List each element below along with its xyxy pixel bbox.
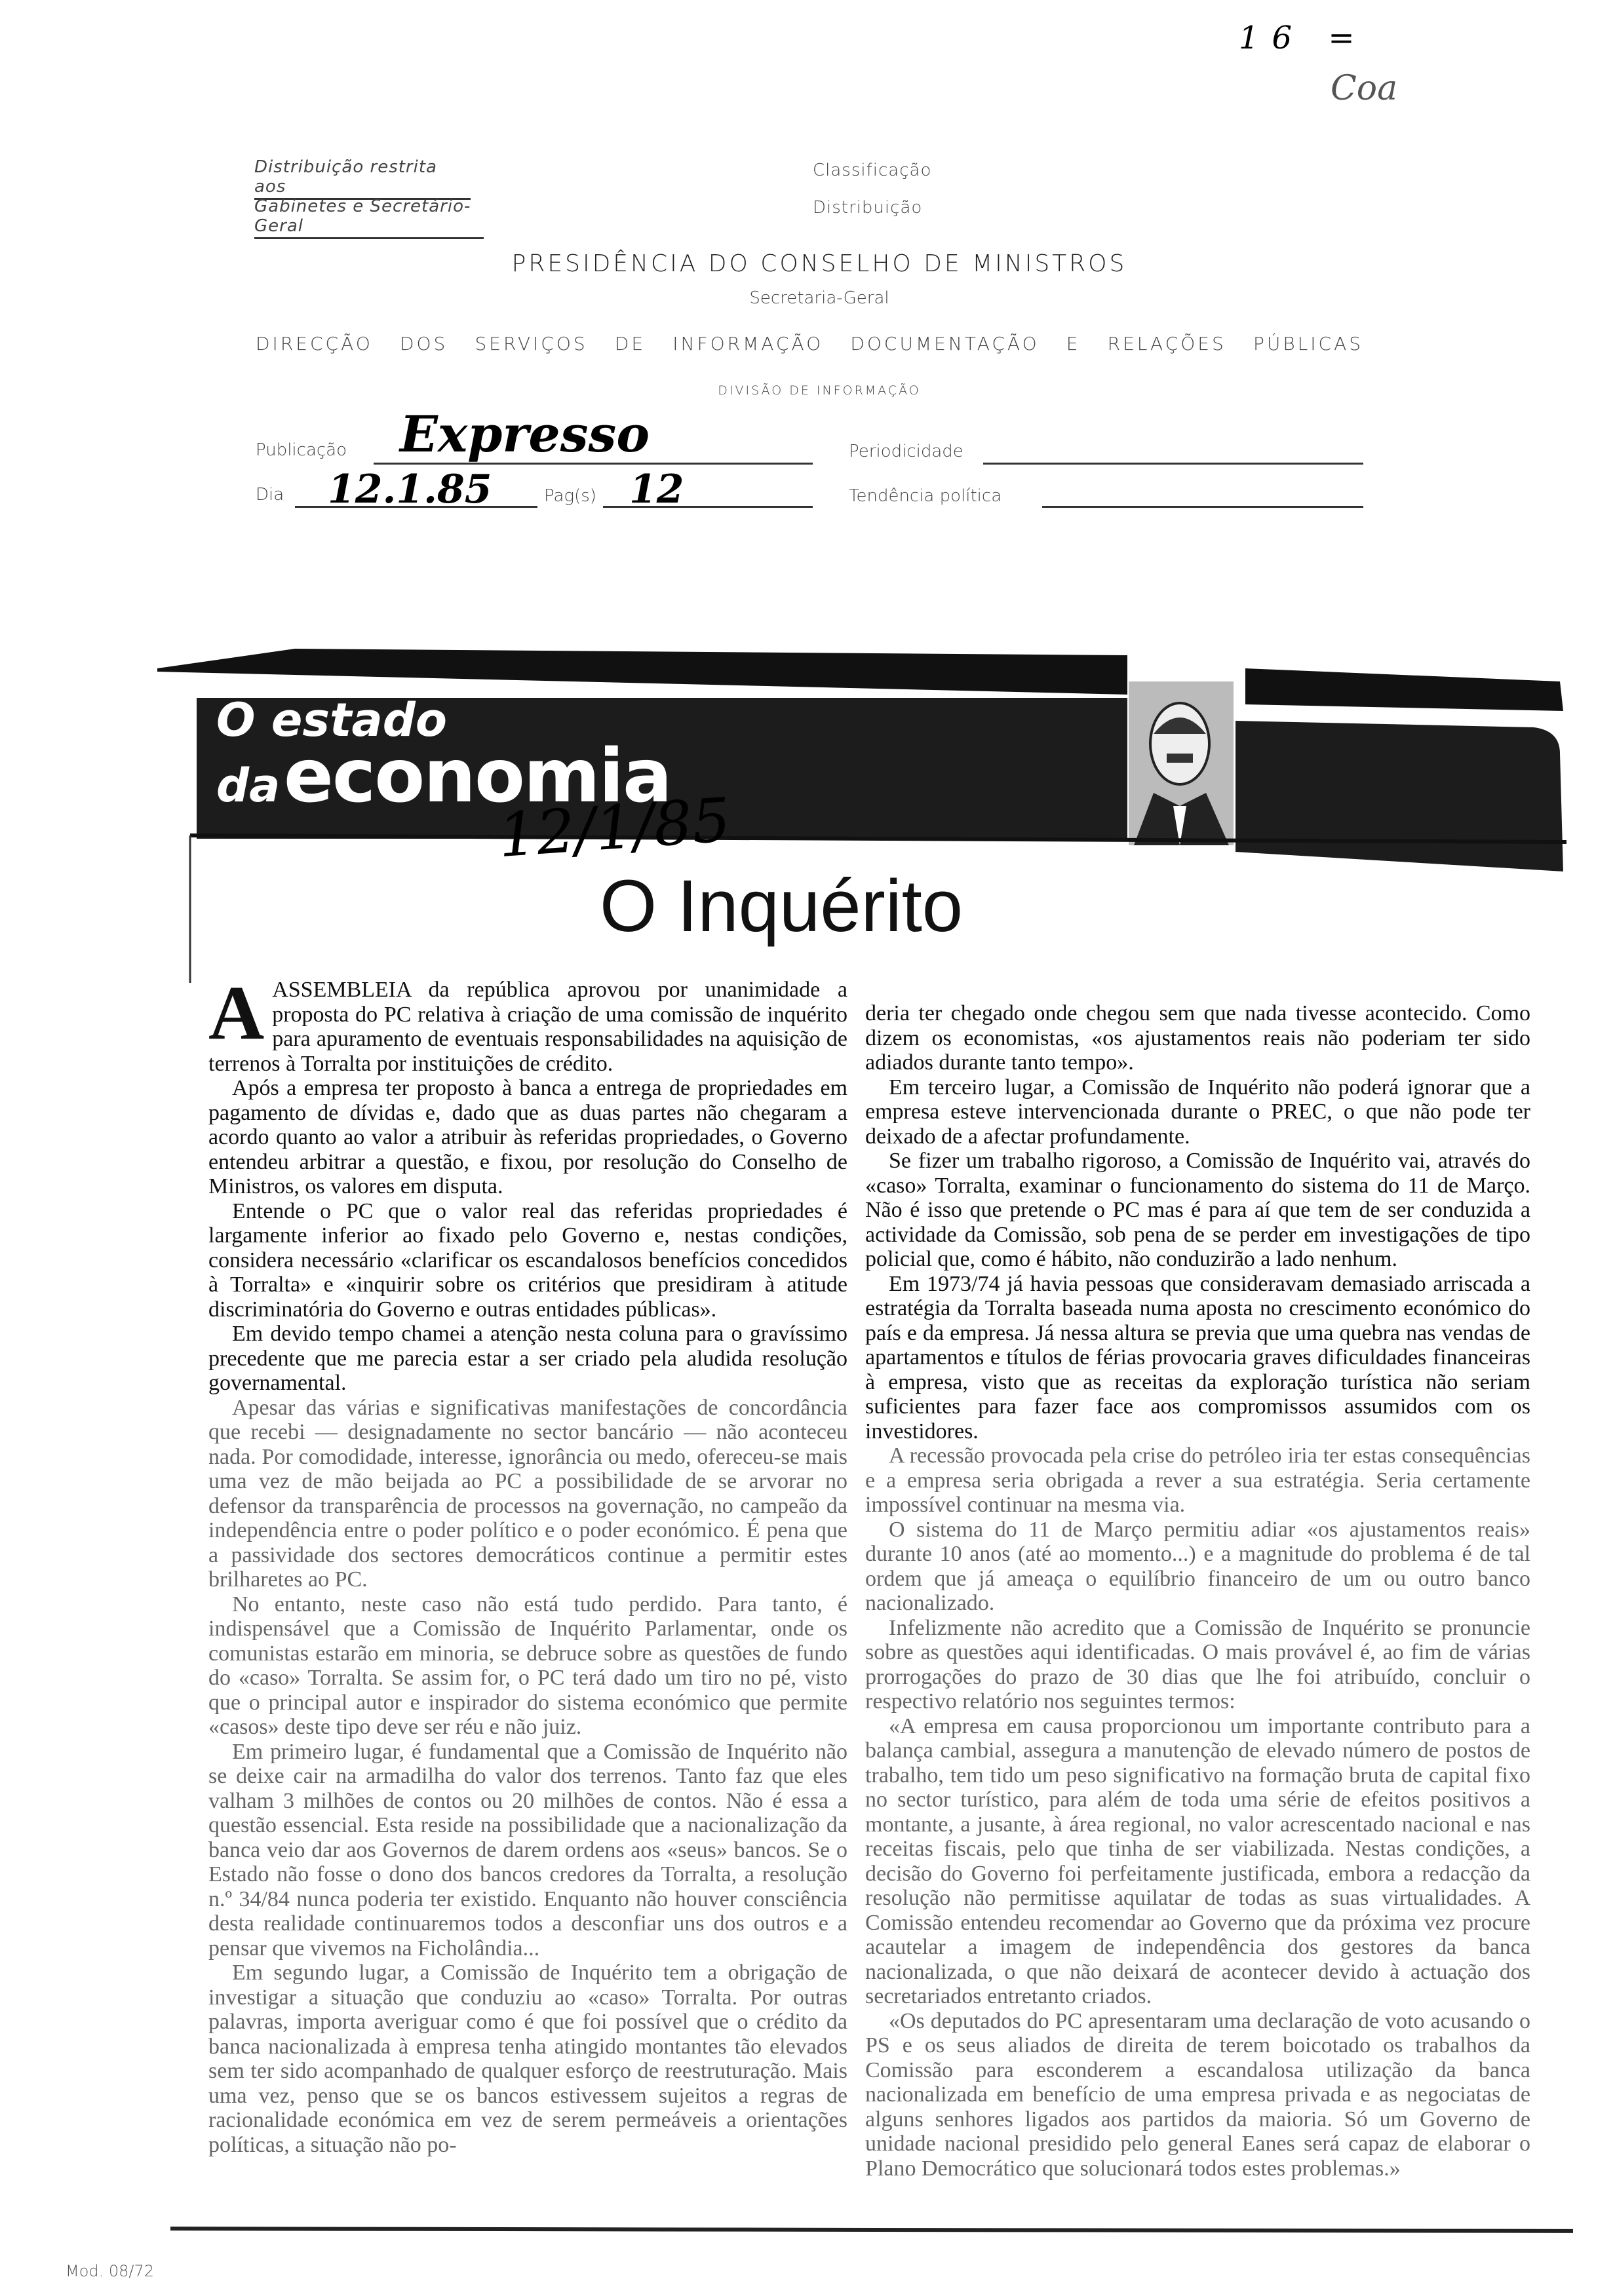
paragraph-text: No entanto, neste caso não está tudo perdido. Para tanto, é indispensável que a Comissão de Inquérito Parlamentar, onde os comunistas estarão em minoria, se debruce sobre as questões de fundo do «caso» Torralta. Se assim for, o PC terá dado um tiro no pé, visto que o principal autor e inspirador do sistema económico que permite «casos» deste tipo deve ser réu e não juiz. — [208, 1592, 847, 1739]
paragraph-text: Em primeiro lugar, é fundamental que a Comissão de Inquérito não se deixe cair na armadilha do valor dos terrenos. Tanto faz que eles valham 3 milhões de contos ou 20 milhões de contos. Não é essa a questão essencial. Esta reside na possibilidade que a nacionalização da banca veio dar aos Governos de darem ordens aos «seus» bancos. Se o Estado não fosse o dono dos bancos credores da Torralta, a resolução n.º 34/84 nunca poderia ter existido. Enquanto não houver consciência desta realidade continuaremos todos a desconfiar uns dos outros e a pensar que vivemos na Ficholândia... — [208, 1739, 847, 1961]
paragraph-text: O sistema do 11 de Março permitiu adiar «os ajustamentos reais» durante 10 anos (até ao momento...) e a magnitude do problema é de tal ordem que já ameaça o equilíbrio financeiro de um ou outro banco nacionalizado. — [865, 1517, 1530, 1615]
paragraph-text: Entende o PC que o valor real das referidas propriedades é largamente inferior ao fixado pelo Governo e, nestas condições, considera necessário «clarificar os escandalosos benefícios concedidos à Torralta» e «inquirir sobre os critérios que presidiram à atitude discriminatória do Governo e outras entidades públicas». — [208, 1198, 847, 1322]
article-paragraph — [865, 1714, 1530, 2009]
article-paragraph — [865, 1001, 1530, 1075]
paragraph-text: deria ter chegado onde chegou sem que nada tivesse acontecido. Como dizem os economistas, «os ajustamentos reais não poderiam ter sido adiados durante tanto tempo». — [865, 1001, 1530, 1075]
paragraph-text: Se fizer um trabalho rigoroso, a Comissão de Inquérito vai, através do «caso» Torralta, examinar o funcionamento do sistema do 11 de Março. Não é isso que pretende o PC mas é para aí que tem de ser conduzida a actividade da Comissão, sob pena de se perder em investigações de tipo policial que, como é hábito, não conduzirão a lado nenhum. — [865, 1149, 1530, 1271]
paragraph-text: Em 1973/74 já havia pessoas que consideravam demasiado arriscada a estratégia da Torralta baseada numa aposta no crescimento económico do país e da empresa. Já nessa altura se previa que uma quebra nas vendas de apartamentos e títulos de férias provocaria graves dificuldades financeiras à empresa, visto que as receitas da exploração turística não seriam suficientes para fazer face aos compromissos assumidos com os investidores. — [865, 1271, 1530, 1444]
article-paragraph — [208, 1199, 847, 1322]
org-subtitle: Secretaria-Geral — [749, 288, 889, 308]
banner-top-bar-left — [157, 649, 1127, 695]
publication-value: Expresso — [400, 405, 650, 463]
article-paragraph — [865, 1616, 1530, 1714]
paragraph-text: «A empresa em causa proporcionou um importante contributo para a balança cambial, assegura a manutenção de elevado número de postos de trabalho, tem tido um peso significativo na formação bruta de capital fixo no sector turístico, para além de toda uma série de efeitos positivos a montante, a jusante, à área regional, no valor acrescentado nacional e nas receitas fiscais, pelo que tinha de ser viabilizada. Nestas condições, a decisão do Governo foi perfeitamente justificada, embora a redacção da resolução não permitisse aquilatar de todas as suas virtualidades. A Comissão entendeu recomendar ao Governo que da próxima vez procure acautelar a imagem de independência dos gestores da banca nacionalizada, o que não deixará de acontecer devido à actuação dos secretariados entretanto criados. — [865, 1713, 1530, 2008]
article-frame-bottom — [170, 2227, 1573, 2233]
drop-cap: A — [208, 970, 265, 1056]
political-tendency-label: Tendência política — [849, 486, 1002, 506]
division-title: DIVISÃO DE INFORMAÇÃO — [718, 383, 921, 398]
pages-label: Pag(s) — [544, 486, 596, 506]
handwritten-mark-bottom: Coa — [1331, 69, 1398, 108]
banner-background-right — [1236, 721, 1563, 871]
article-paragraph — [865, 1272, 1530, 1444]
article-left-column — [208, 970, 847, 2157]
publication-label: Publicação — [256, 440, 347, 460]
org-title: PRESIDÊNCIA DO CONSELHO DE MINISTROS — [511, 250, 1127, 277]
article-paragraph — [865, 1149, 1530, 1272]
paragraph-text: Em segundo lugar, a Comissão de Inquérito tem a obrigação de investigar a situação que conduziu ao «caso» Torralta. Por outras palavras, importa averiguar como é que foi possível que o crédito da banca nacionalizada à empresa tenha atingido montantes tão elevados sem ter sido acompanhado de qualquer esforço de reestruturação. Mais uma vez, penso que se os bancos estivessem sujeitos a regras de racionalidade económica em vez de serem permeáveis a orientações políticas, a situação não po- — [208, 1961, 847, 2157]
article-paragraph — [865, 2009, 1530, 2181]
paragraph-text: Em terceiro lugar, a Comissão de Inquérito não poderá ignorar que a empresa esteve intervencionada durante o PREC, o que não pode ter deixado de a afectar profundamente. — [865, 1075, 1530, 1149]
article-paragraph — [208, 1961, 847, 2157]
paragraph-text: Após a empresa ter proposto à banca a entrega de propriedades em pagamento de dívidas e, dado que as duas partes não chegaram a acordo quanto ao valor a atribuir às referidas propriedades, o Governo entendeu arbitrar a questão, e fixou, por resolução do Conselho de Ministros, os valores em disputa. — [208, 1076, 847, 1198]
article-paragraph — [865, 1444, 1530, 1518]
handwritten-article-date: 12/1/85 — [496, 784, 733, 871]
banner-title-line1: O estado — [216, 693, 447, 747]
classification-label: Classificação — [813, 161, 932, 180]
directorate-title: DIRECÇÃO DOS SERVIÇOS DE INFORMAÇÃO DOCUMENTAÇÃO E RELAÇÕES PÚBLICAS — [256, 333, 1363, 354]
author-portrait — [1129, 681, 1234, 845]
banner-top-bar-right — [1245, 668, 1563, 711]
paragraph-text: «Os deputados do PC apresentaram uma declaração de voto acusando o PS e os seus aliados de direita de terem boicotado os trabalhos da Comissão para esconderem a escandalosa utilização da banca nacionalizada em benefício de uma empresa privada e as negociatas de alguns senhores ligados aos partidos da maioria. Só um Governo de unidade nacional presidido pelo general Eanes será capaz de elaborar o Plano Democrático que solucionará todos estes problemas.» — [865, 2008, 1530, 2181]
day-value: 12.1.85 — [328, 467, 492, 512]
article-paragraph — [208, 1592, 847, 1740]
article-paragraph — [208, 1076, 847, 1199]
article-paragraph — [208, 1322, 847, 1396]
handwritten-mark-top: 16 = — [1239, 20, 1368, 56]
article-paragraph — [865, 1075, 1530, 1149]
distribution-recipients-label: Gabinetes e Secretário-Geral — [254, 197, 484, 239]
paragraph-text: Em devido tempo chamei a atenção nesta coluna para o gravíssimo precedente que me parecia estar a ser criado pela aludida resolução governamental. — [208, 1322, 847, 1395]
article-paragraph — [208, 1396, 847, 1592]
column-banner — [0, 0, 1615, 983]
article-paragraph — [865, 1518, 1530, 1616]
article-paragraph — [208, 1740, 847, 1961]
paragraph-text: Apesar das várias e significativas manifestações de concordância que recebi — designadamente no sector bancário — não aconteceu nada. Por comodidade, interesse, ignorância ou medo, ofereceu-se mais uma vez de mão beijada ao PC a possibilidade de se arvorar no defensor da transparência de processos na governação, no campeão da independência entre o poder político e o poder económico. É pena que a passividade dos sectores democráticos continue a permitir estes brilharetes ao PC. — [208, 1395, 847, 1592]
paragraph-text: ASSEMBLEIA da república aprovou por unanimidade a proposta do PC relativa à criação de uma comissão de inquérito para apuramento de eventuais responsabilidades na aquisição de terrenos à Torralta por instituições de crédito. — [208, 978, 847, 1076]
article-paragraph — [208, 970, 847, 1076]
periodicity-label: Periodicidade — [849, 442, 963, 461]
paragraph-text: Infelizmente não acredito que a Comissão de Inquérito se pronuncie sobre as questões aqui identificadas. O mais provável é, ao fim de várias prorrogações do prazo de 30 dias que lhe foi atribuído, concluir o respectivo relatório nos seguintes termos: — [865, 1615, 1530, 1713]
banner-title-da: da — [216, 759, 281, 813]
day-label: Dia — [256, 485, 284, 505]
article-right-column — [865, 1001, 1530, 2181]
paragraph-text: A recessão provocada pela crise do petróleo iria ter estas consequências e a empresa seria obrigada a rever a sua estratégia. Seria certamente impossível continuar na mesma via. — [865, 1444, 1530, 1517]
banner-title-economia: economia — [283, 734, 671, 819]
distribution-label: Distribuição — [813, 198, 923, 218]
article-headline: O Inquérito — [600, 865, 963, 947]
form-code: Mod. 08/72 — [66, 2262, 155, 2280]
distribution-restricted-label: Distribuição restrita aos — [254, 157, 471, 200]
pages-value: 12 — [629, 467, 684, 512]
